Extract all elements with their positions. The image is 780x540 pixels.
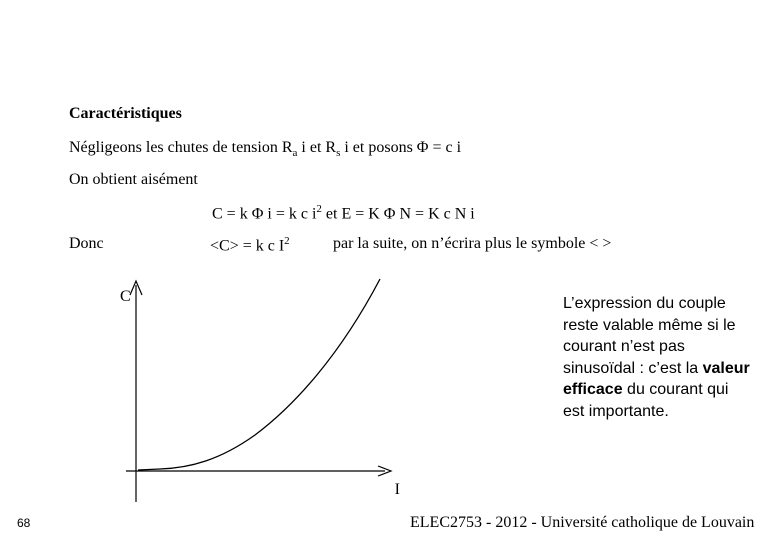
footer-text: ELEC2753 - 2012 - Université catholique de Louvain [410,514,755,531]
hypothesis-text-1: Négligeons les chutes de tension R [69,139,293,156]
hypothesis-text-2: i et R [297,139,337,156]
donc-label: Donc [69,235,104,252]
hypothesis-line [69,139,461,159]
result-intro: On obtient aisément [69,171,198,188]
y-axis-label: C [120,288,131,305]
quadratic-curve [138,279,380,470]
slide-heading: Caractéristiques [69,105,182,122]
notation-note: par la suite, on n’écrira plus le symbole < > [333,235,612,252]
mean-torque-formula [210,235,290,255]
torque-current-graph [110,265,400,505]
x-axis-label: I [394,481,400,498]
side-remark [563,293,753,422]
formula2-text: <C> = k c I [210,237,285,255]
torque-emf-formula [212,203,475,223]
subscript-a: a [292,147,298,160]
side-remark-text-1: L’expression du couple reste valable même si le courant n’est pas sinusoïdal : c’est la [563,295,736,377]
formula1-text-1: C = k Φ i = k c i [212,205,317,223]
formula1-text-2: et E = K Φ N = K c N i [321,205,475,223]
side-remark-text-2: du courant qui est importante. [563,381,729,420]
side-remark-emphasis: valeur efficace [563,359,750,398]
page-number: 68 [17,516,31,530]
formula2-exponent: 2 [284,235,290,247]
hypothesis-text-3: i et posons Φ = c i [340,139,462,156]
formula1-exponent: 2 [316,203,322,215]
subscript-s: s [336,147,341,160]
